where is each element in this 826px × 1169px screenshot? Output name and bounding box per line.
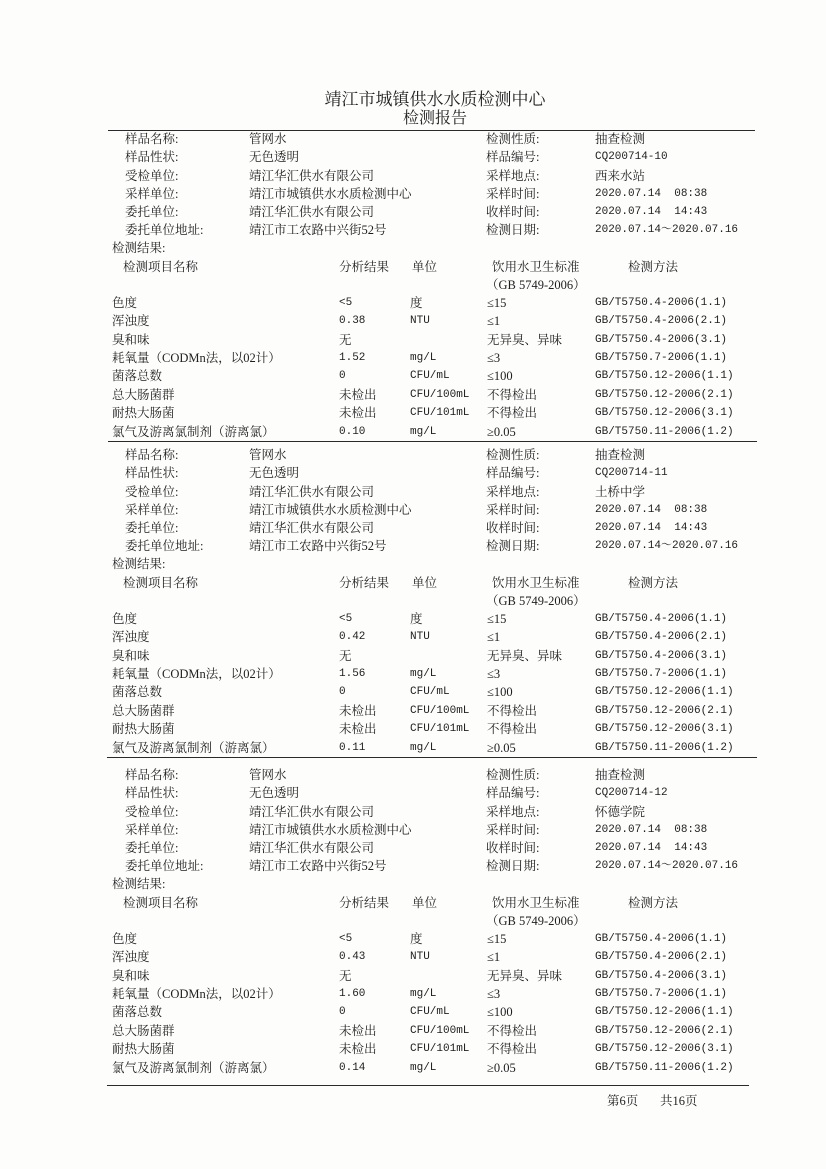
info-row xyxy=(0,483,826,501)
result-value: 无 xyxy=(339,968,352,983)
sampling-location-label: 采样地点: xyxy=(486,804,540,819)
results-heading: 检测结果: xyxy=(112,876,166,891)
table-row xyxy=(0,967,826,985)
item-name: 耗氧量（CODMn法，以02计） xyxy=(112,986,281,1001)
table-header-row xyxy=(0,573,826,593)
result-value: 0.38 xyxy=(339,315,366,328)
client-unit-label: 委托单位: xyxy=(125,205,179,220)
test-method: GB/T5750.12-2006(2.1) xyxy=(595,388,734,401)
page-number: 第6页 xyxy=(607,1094,639,1108)
unit: CFU/100mL xyxy=(410,704,470,717)
sample-id-value: CQ200714-12 xyxy=(595,787,668,800)
standard-limit: ≤3 xyxy=(487,986,501,1001)
col-header-standard-ref: （GB 5749-2006） xyxy=(486,593,586,608)
unit: mg/L xyxy=(410,667,437,680)
result-value: <5 xyxy=(339,296,353,309)
divider-line xyxy=(107,757,757,758)
unit: NTU xyxy=(410,951,430,964)
table-row xyxy=(0,1003,826,1021)
test-method: GB/T5750.4-2006(3.1) xyxy=(595,969,728,982)
table-row xyxy=(0,294,826,312)
standard-limit: ≤15 xyxy=(487,295,507,310)
sample-id-label: 样品编号: xyxy=(486,150,540,165)
unit: 度 xyxy=(410,295,423,310)
sampling-time-value: 2020.07.14 08:38 xyxy=(595,823,708,836)
inspected-unit-label: 受检单位: xyxy=(125,804,179,819)
test-type-value: 抽查检测 xyxy=(595,132,646,146)
result-value: 无 xyxy=(339,332,352,347)
test-method: GB/T5750.4-2006(1.1) xyxy=(595,296,728,309)
result-value: 未检出 xyxy=(339,387,377,402)
info-row xyxy=(0,446,826,464)
info-row xyxy=(0,185,826,203)
inspected-unit-value: 靖江华汇供水有限公司 xyxy=(249,804,375,819)
client-address-value: 靖江市工农路中兴街52号 xyxy=(249,223,387,238)
info-row xyxy=(0,130,826,148)
sample-name-value: 管网水 xyxy=(249,448,287,462)
sampling-unit-value: 靖江市城镇供水水质检测中心 xyxy=(249,502,412,517)
item-name: 耐热大肠菌 xyxy=(112,406,175,421)
col-header-result: 分析结果 xyxy=(339,575,390,590)
standard-limit: 不得检出 xyxy=(487,703,538,718)
standard-limit: ≤3 xyxy=(487,666,501,681)
test-date-label: 检测日期: xyxy=(486,223,540,238)
client-address-label: 委托单位地址: xyxy=(125,223,204,238)
col-header-standard: 饮用水卫生标准 xyxy=(492,575,580,590)
result-value: 1.56 xyxy=(339,667,366,680)
results-heading-row xyxy=(0,240,826,257)
sampling-location-value: 西来水站 xyxy=(595,168,646,183)
total-pages: 共16页 xyxy=(660,1094,698,1108)
result-value: 0 xyxy=(339,370,346,383)
table-row xyxy=(0,404,826,422)
inspected-unit-label: 受检单位: xyxy=(125,168,179,183)
results-heading-row xyxy=(0,876,826,893)
sample-block xyxy=(0,766,826,1077)
receipt-time-label: 收样时间: xyxy=(486,521,540,536)
test-date-label: 检测日期: xyxy=(486,859,540,874)
item-name: 菌落总数 xyxy=(112,1005,163,1020)
standard-limit: ≤100 xyxy=(487,1005,513,1020)
info-row xyxy=(0,464,826,482)
standard-limit: 无异臭、异味 xyxy=(487,332,563,347)
standard-limit: 不得检出 xyxy=(487,387,538,402)
inspected-unit-value: 靖江华汇供水有限公司 xyxy=(249,168,375,183)
info-row xyxy=(0,857,826,875)
sample-id-value: CQ200714-11 xyxy=(595,467,668,480)
table-row xyxy=(0,930,826,948)
table-header-ref-row xyxy=(0,593,826,610)
result-value: 0.43 xyxy=(339,951,366,964)
table-row xyxy=(0,665,826,683)
table-row xyxy=(0,610,826,628)
item-name: 耗氧量（CODMn法，以02计） xyxy=(112,666,281,681)
test-method: GB/T5750.4-2006(2.1) xyxy=(595,631,728,644)
sampling-time-label: 采样时间: xyxy=(486,822,540,837)
info-row xyxy=(0,221,826,239)
sample-name-value: 管网水 xyxy=(249,132,287,146)
client-address-label: 委托单位地址: xyxy=(125,859,204,874)
standard-limit: 无异臭、异味 xyxy=(487,648,563,663)
sample-appearance-value: 无色透明 xyxy=(249,466,300,481)
col-header-item: 检测项目名称 xyxy=(123,895,199,910)
unit: 度 xyxy=(410,931,423,946)
info-row xyxy=(0,537,826,555)
sampling-unit-label: 采样单位: xyxy=(125,502,179,517)
result-value: 0.10 xyxy=(339,425,366,438)
sampling-unit-value: 靖江市城镇供水水质检测中心 xyxy=(249,822,412,837)
standard-limit: ≥0.05 xyxy=(487,1060,516,1075)
result-value: 0 xyxy=(339,686,346,699)
result-value: 未检出 xyxy=(339,1023,377,1038)
table-row xyxy=(0,739,826,757)
sample-id-value: CQ200714-10 xyxy=(595,151,668,164)
table-row xyxy=(0,628,826,646)
standard-limit: 不得检出 xyxy=(487,406,538,421)
test-type-label: 检测性质: xyxy=(486,132,540,146)
test-date-value: 2020.07.14～2020.07.16 xyxy=(595,224,739,237)
unit: CFU/101mL xyxy=(410,1043,470,1056)
item-name: 臭和味 xyxy=(112,648,150,663)
sample-appearance-value: 无色透明 xyxy=(249,786,300,801)
table-row xyxy=(0,386,826,404)
test-method: GB/T5750.4-2006(2.1) xyxy=(595,951,728,964)
receipt-time-label: 收样时间: xyxy=(486,841,540,856)
item-name: 色度 xyxy=(112,611,138,626)
item-name: 浑浊度 xyxy=(112,950,150,965)
inspected-unit-label: 受检单位: xyxy=(125,484,179,499)
table-row xyxy=(0,1040,826,1058)
result-value: 1.52 xyxy=(339,351,366,364)
receipt-time-value: 2020.07.14 14:43 xyxy=(595,842,708,855)
table-row xyxy=(0,367,826,385)
sampling-location-label: 采样地点: xyxy=(486,484,540,499)
table-row xyxy=(0,948,826,966)
result-value: 0.11 xyxy=(339,741,366,754)
item-name: 耐热大肠菌 xyxy=(112,722,175,737)
item-name: 臭和味 xyxy=(112,968,150,983)
sample-appearance-label: 样品性状: xyxy=(125,150,179,165)
info-row xyxy=(0,821,826,839)
col-header-method: 检测方法 xyxy=(628,575,679,590)
unit: mg/L xyxy=(410,987,437,1000)
test-type-label: 检测性质: xyxy=(486,448,540,462)
sample-name-label: 样品名称: xyxy=(125,768,179,782)
unit: CFU/mL xyxy=(410,370,450,383)
test-method: GB/T5750.12-2006(1.1) xyxy=(595,1006,734,1019)
standard-limit: ≤15 xyxy=(487,931,507,946)
sampling-time-label: 采样时间: xyxy=(486,186,540,201)
sample-id-label: 样品编号: xyxy=(486,466,540,481)
result-value: 1.60 xyxy=(339,987,366,1000)
inspected-unit-value: 靖江华汇供水有限公司 xyxy=(249,484,375,499)
test-type-value: 抽查检测 xyxy=(595,768,646,782)
test-method: GB/T5750.7-2006(1.1) xyxy=(595,351,728,364)
info-row xyxy=(0,203,826,221)
item-name: 菌落总数 xyxy=(112,369,163,384)
sampling-time-value: 2020.07.14 08:38 xyxy=(595,503,708,516)
unit: mg/L xyxy=(410,425,437,438)
result-value: 无 xyxy=(339,648,352,663)
sampling-unit-label: 采样单位: xyxy=(125,822,179,837)
table-row xyxy=(0,423,826,441)
unit: CFU/mL xyxy=(410,686,450,699)
sample-block xyxy=(0,446,826,757)
test-method: GB/T5750.12-2006(2.1) xyxy=(595,704,734,717)
table-row xyxy=(0,331,826,349)
col-header-result: 分析结果 xyxy=(339,259,390,274)
test-method: GB/T5750.12-2006(2.1) xyxy=(595,1024,734,1037)
item-name: 色度 xyxy=(112,931,138,946)
unit: mg/L xyxy=(410,741,437,754)
table-row xyxy=(0,702,826,720)
receipt-time-value: 2020.07.14 14:43 xyxy=(595,206,708,219)
col-header-method: 检测方法 xyxy=(628,259,679,274)
sampling-unit-value: 靖江市城镇供水水质检测中心 xyxy=(249,186,412,201)
col-header-standard-ref: （GB 5749-2006） xyxy=(486,913,586,928)
item-name: 氯气及游离氯制剂（游离氯） xyxy=(112,424,275,439)
result-value: <5 xyxy=(339,612,353,625)
result-value: 未检出 xyxy=(339,703,377,718)
test-method: GB/T5750.12-2006(3.1) xyxy=(595,723,734,736)
table-row xyxy=(0,312,826,330)
sampling-location-label: 采样地点: xyxy=(486,168,540,183)
standard-limit: ≤100 xyxy=(487,369,513,384)
item-name: 浑浊度 xyxy=(112,314,150,329)
report-title: 靖江市城镇供水水质检测中心 xyxy=(324,90,546,109)
table-header-row xyxy=(0,893,826,913)
table-header-row xyxy=(0,257,826,277)
table-row xyxy=(0,349,826,367)
standard-limit: ≤1 xyxy=(487,630,501,645)
item-name: 臭和味 xyxy=(112,332,150,347)
info-row xyxy=(0,148,826,166)
test-method: GB/T5750.7-2006(1.1) xyxy=(595,667,728,680)
table-row xyxy=(0,985,826,1003)
result-value: 未检出 xyxy=(339,406,377,421)
col-header-item: 检测项目名称 xyxy=(123,575,199,590)
info-row xyxy=(0,519,826,537)
sample-appearance-label: 样品性状: xyxy=(125,466,179,481)
report-subtitle: 检测报告 xyxy=(402,110,467,127)
client-unit-value: 靖江华汇供水有限公司 xyxy=(249,521,375,536)
col-header-method: 检测方法 xyxy=(628,895,679,910)
result-value: 未检出 xyxy=(339,722,377,737)
test-method: GB/T5750.11-2006(1.2) xyxy=(595,741,734,754)
test-type-value: 抽查检测 xyxy=(595,448,646,462)
sampling-unit-label: 采样单位: xyxy=(125,186,179,201)
result-value: 0 xyxy=(339,1006,346,1019)
info-row xyxy=(0,167,826,185)
sample-appearance-label: 样品性状: xyxy=(125,786,179,801)
standard-limit: ≥0.05 xyxy=(487,740,516,755)
test-method: GB/T5750.4-2006(3.1) xyxy=(595,649,728,662)
sample-block xyxy=(0,130,826,441)
receipt-time-label: 收样时间: xyxy=(486,205,540,220)
unit: mg/L xyxy=(410,351,437,364)
unit: NTU xyxy=(410,315,430,328)
client-unit-label: 委托单位: xyxy=(125,521,179,536)
standard-limit: ≤1 xyxy=(487,314,501,329)
unit: CFU/101mL xyxy=(410,407,470,420)
standard-limit: ≤1 xyxy=(487,950,501,965)
test-method: GB/T5750.12-2006(1.1) xyxy=(595,370,734,383)
sampling-location-value: 怀德学院 xyxy=(595,804,646,819)
item-name: 总大肠菌群 xyxy=(112,1023,175,1038)
standard-limit: ≥0.05 xyxy=(487,424,516,439)
result-value: 0.42 xyxy=(339,631,366,644)
test-date-value: 2020.07.14～2020.07.16 xyxy=(595,540,739,553)
results-heading-row xyxy=(0,556,826,573)
client-address-value: 靖江市工农路中兴街52号 xyxy=(249,539,387,554)
standard-limit: 不得检出 xyxy=(487,1023,538,1038)
test-method: GB/T5750.4-2006(2.1) xyxy=(595,315,728,328)
sample-appearance-value: 无色透明 xyxy=(249,150,300,165)
sampling-time-value: 2020.07.14 08:38 xyxy=(595,187,708,200)
col-header-unit: 单位 xyxy=(412,575,438,590)
table-row xyxy=(0,683,826,701)
test-method: GB/T5750.11-2006(1.2) xyxy=(595,1061,734,1074)
test-method: GB/T5750.11-2006(1.2) xyxy=(595,425,734,438)
results-heading: 检测结果: xyxy=(112,556,166,571)
result-value: 未检出 xyxy=(339,1042,377,1057)
table-row xyxy=(0,1059,826,1077)
client-address-value: 靖江市工农路中兴街52号 xyxy=(249,859,387,874)
item-name: 总大肠菌群 xyxy=(112,703,175,718)
table-row xyxy=(0,720,826,738)
item-name: 氯气及游离氯制剂（游离氯） xyxy=(112,740,275,755)
test-date-value: 2020.07.14～2020.07.16 xyxy=(595,860,739,873)
unit: CFU/101mL xyxy=(410,723,470,736)
standard-limit: ≤3 xyxy=(487,350,501,365)
test-method: GB/T5750.7-2006(1.1) xyxy=(595,987,728,1000)
table-header-ref-row xyxy=(0,913,826,930)
item-name: 耗氧量（CODMn法，以02计） xyxy=(112,350,281,365)
info-row xyxy=(0,784,826,802)
standard-limit: ≤100 xyxy=(487,685,513,700)
info-row xyxy=(0,803,826,821)
client-address-label: 委托单位地址: xyxy=(125,539,204,554)
col-header-item: 检测项目名称 xyxy=(123,259,199,274)
standard-limit: 无异臭、异味 xyxy=(487,968,563,983)
col-header-unit: 单位 xyxy=(412,259,438,274)
sample-name-value: 管网水 xyxy=(249,768,287,782)
unit: CFU/100mL xyxy=(410,1024,470,1037)
results-heading: 检测结果: xyxy=(112,240,166,255)
result-value: 0.14 xyxy=(339,1061,366,1074)
client-unit-label: 委托单位: xyxy=(125,841,179,856)
item-name: 总大肠菌群 xyxy=(112,387,175,402)
item-name: 耐热大肠菌 xyxy=(112,1042,175,1057)
info-row xyxy=(0,501,826,519)
info-row xyxy=(0,766,826,784)
client-unit-value: 靖江华汇供水有限公司 xyxy=(249,205,375,220)
unit: NTU xyxy=(410,631,430,644)
divider-line xyxy=(107,1085,749,1086)
sample-id-label: 样品编号: xyxy=(486,786,540,801)
receipt-time-value: 2020.07.14 14:43 xyxy=(595,522,708,535)
sample-name-label: 样品名称: xyxy=(125,132,179,146)
table-header-ref-row xyxy=(0,277,826,294)
sampling-location-value: 土桥中学 xyxy=(595,484,646,499)
item-name: 色度 xyxy=(112,295,138,310)
col-header-standard: 饮用水卫生标准 xyxy=(492,259,580,274)
table-row xyxy=(0,1022,826,1040)
test-method: GB/T5750.12-2006(1.1) xyxy=(595,686,734,699)
standard-limit: ≤15 xyxy=(487,611,507,626)
test-method: GB/T5750.4-2006(3.1) xyxy=(595,333,728,346)
col-header-unit: 单位 xyxy=(412,895,438,910)
unit: 度 xyxy=(410,611,423,626)
item-name: 浑浊度 xyxy=(112,630,150,645)
col-header-standard: 饮用水卫生标准 xyxy=(492,895,580,910)
standard-limit: 不得检出 xyxy=(487,1042,538,1057)
test-method: GB/T5750.12-2006(3.1) xyxy=(595,1043,734,1056)
unit: CFU/mL xyxy=(410,1006,450,1019)
item-name: 菌落总数 xyxy=(112,685,163,700)
client-unit-value: 靖江华汇供水有限公司 xyxy=(249,841,375,856)
unit: CFU/100mL xyxy=(410,388,470,401)
standard-limit: 不得检出 xyxy=(487,722,538,737)
test-date-label: 检测日期: xyxy=(486,539,540,554)
col-header-result: 分析结果 xyxy=(339,895,390,910)
sampling-time-label: 采样时间: xyxy=(486,502,540,517)
test-method: GB/T5750.4-2006(1.1) xyxy=(595,932,728,945)
table-row xyxy=(0,647,826,665)
result-value: <5 xyxy=(339,932,353,945)
test-method: GB/T5750.12-2006(3.1) xyxy=(595,407,734,420)
test-type-label: 检测性质: xyxy=(486,768,540,782)
item-name: 氯气及游离氯制剂（游离氯） xyxy=(112,1060,275,1075)
unit: mg/L xyxy=(410,1061,437,1074)
info-row xyxy=(0,839,826,857)
col-header-standard-ref: （GB 5749-2006） xyxy=(486,277,586,292)
test-method: GB/T5750.4-2006(1.1) xyxy=(595,612,728,625)
divider-line xyxy=(108,441,757,442)
sample-name-label: 样品名称: xyxy=(125,448,179,462)
